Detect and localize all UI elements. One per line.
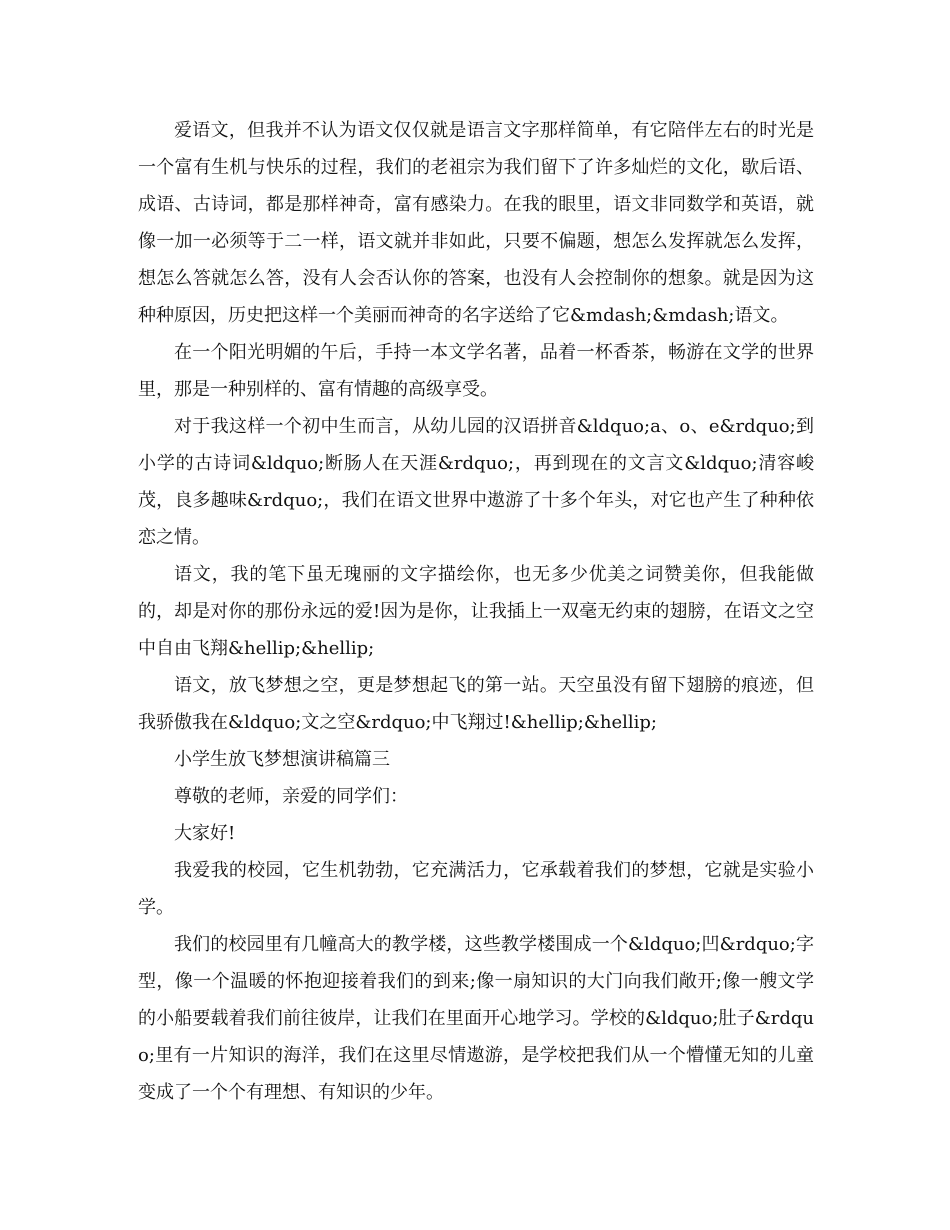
document-body [138,112,814,1111]
paragraph-school-campus: 我们的校园里有几幢高大的教学楼，这些教学楼围成一个&ldquo;凹&rdquo;字型，像一个温暖的怀抱迎接着我们的到来;像一扇知识的大门向我们敞开;像一艘文学的小船要载着我们前往彼岸，让我们在里面开心地学习。学校的&ldquo;肚子&rdquo;里有一片知识的海洋，我们在这里尽情遨游，是学校把我们从一个懵懂无知的儿童变成了一个个有理想、有知识的少年。 [138,934,814,1103]
section-title: 小学生放飞梦想演讲稿篇三 [174,749,390,770]
paragraph-dream-sky: 语文，放飞梦想之空，更是梦想起飞的第一站。天空虽没有留下翅膀的痕迹，但我骄傲我在&ldquo;文之空&rdquo;中飞翔过!&hellip;&hellip; [138,675,814,733]
greeting-everyone: 大家好! [174,823,236,844]
paragraph-afternoon-reading: 在一个阳光明媚的午后，手持一本文学名著，品着一杯香茶，畅游在文学的世界里，那是一种别样的、富有情趣的高级享受。 [138,342,814,400]
paragraph-learning-journey: 对于我这样一个初中生而言，从幼儿园的汉语拼音&ldquo;a、o、e&rdquo;到小学的古诗词&ldquo;断肠人在天涯&rdquo;，再到现在的文言文&ldquo;清容峻茂，良多趣味&rdquo;，我们在语文世界中遨游了十多个年头，对它也产生了种种依恋之情。 [138,416,814,548]
paragraph-chinese-love: 爱语文，但我并不认为语文仅仅就是语言文字那样简单，有它陪伴左右的时光是一个富有生机与快乐的过程，我们的老祖宗为我们留下了许多灿烂的文化，歇后语、成语、古诗词，都是那样神奇，富有感染力。在我的眼里，语文非同数学和英语，就像一加一必须等于二一样，语文就并非如此，只要不偏题，想怎么发挥就怎么发挥，想怎么答就怎么答，没有人会否认你的答案，也没有人会控制你的想象。就是因为这种种原因，历史把这样一个美丽而神奇的名字送给了它&mdash;&mdash;语文。 [138,120,814,326]
paragraph-school-love: 我爱我的校园，它生机勃勃，它充满活力，它承载着我们的梦想，它就是实验小学。 [138,860,814,918]
greeting-teachers: 尊敬的老师，亲爱的同学们： [174,786,408,807]
paragraph-eternal-love: 语文，我的笔下虽无瑰丽的文字描绘你，也无多少优美之词赞美你，但我能做的，却是对你的那份永远的爱!因为是你，让我插上一双毫无约束的翅膀，在语文之空中自由飞翔&hellip;&hellip; [138,564,814,659]
